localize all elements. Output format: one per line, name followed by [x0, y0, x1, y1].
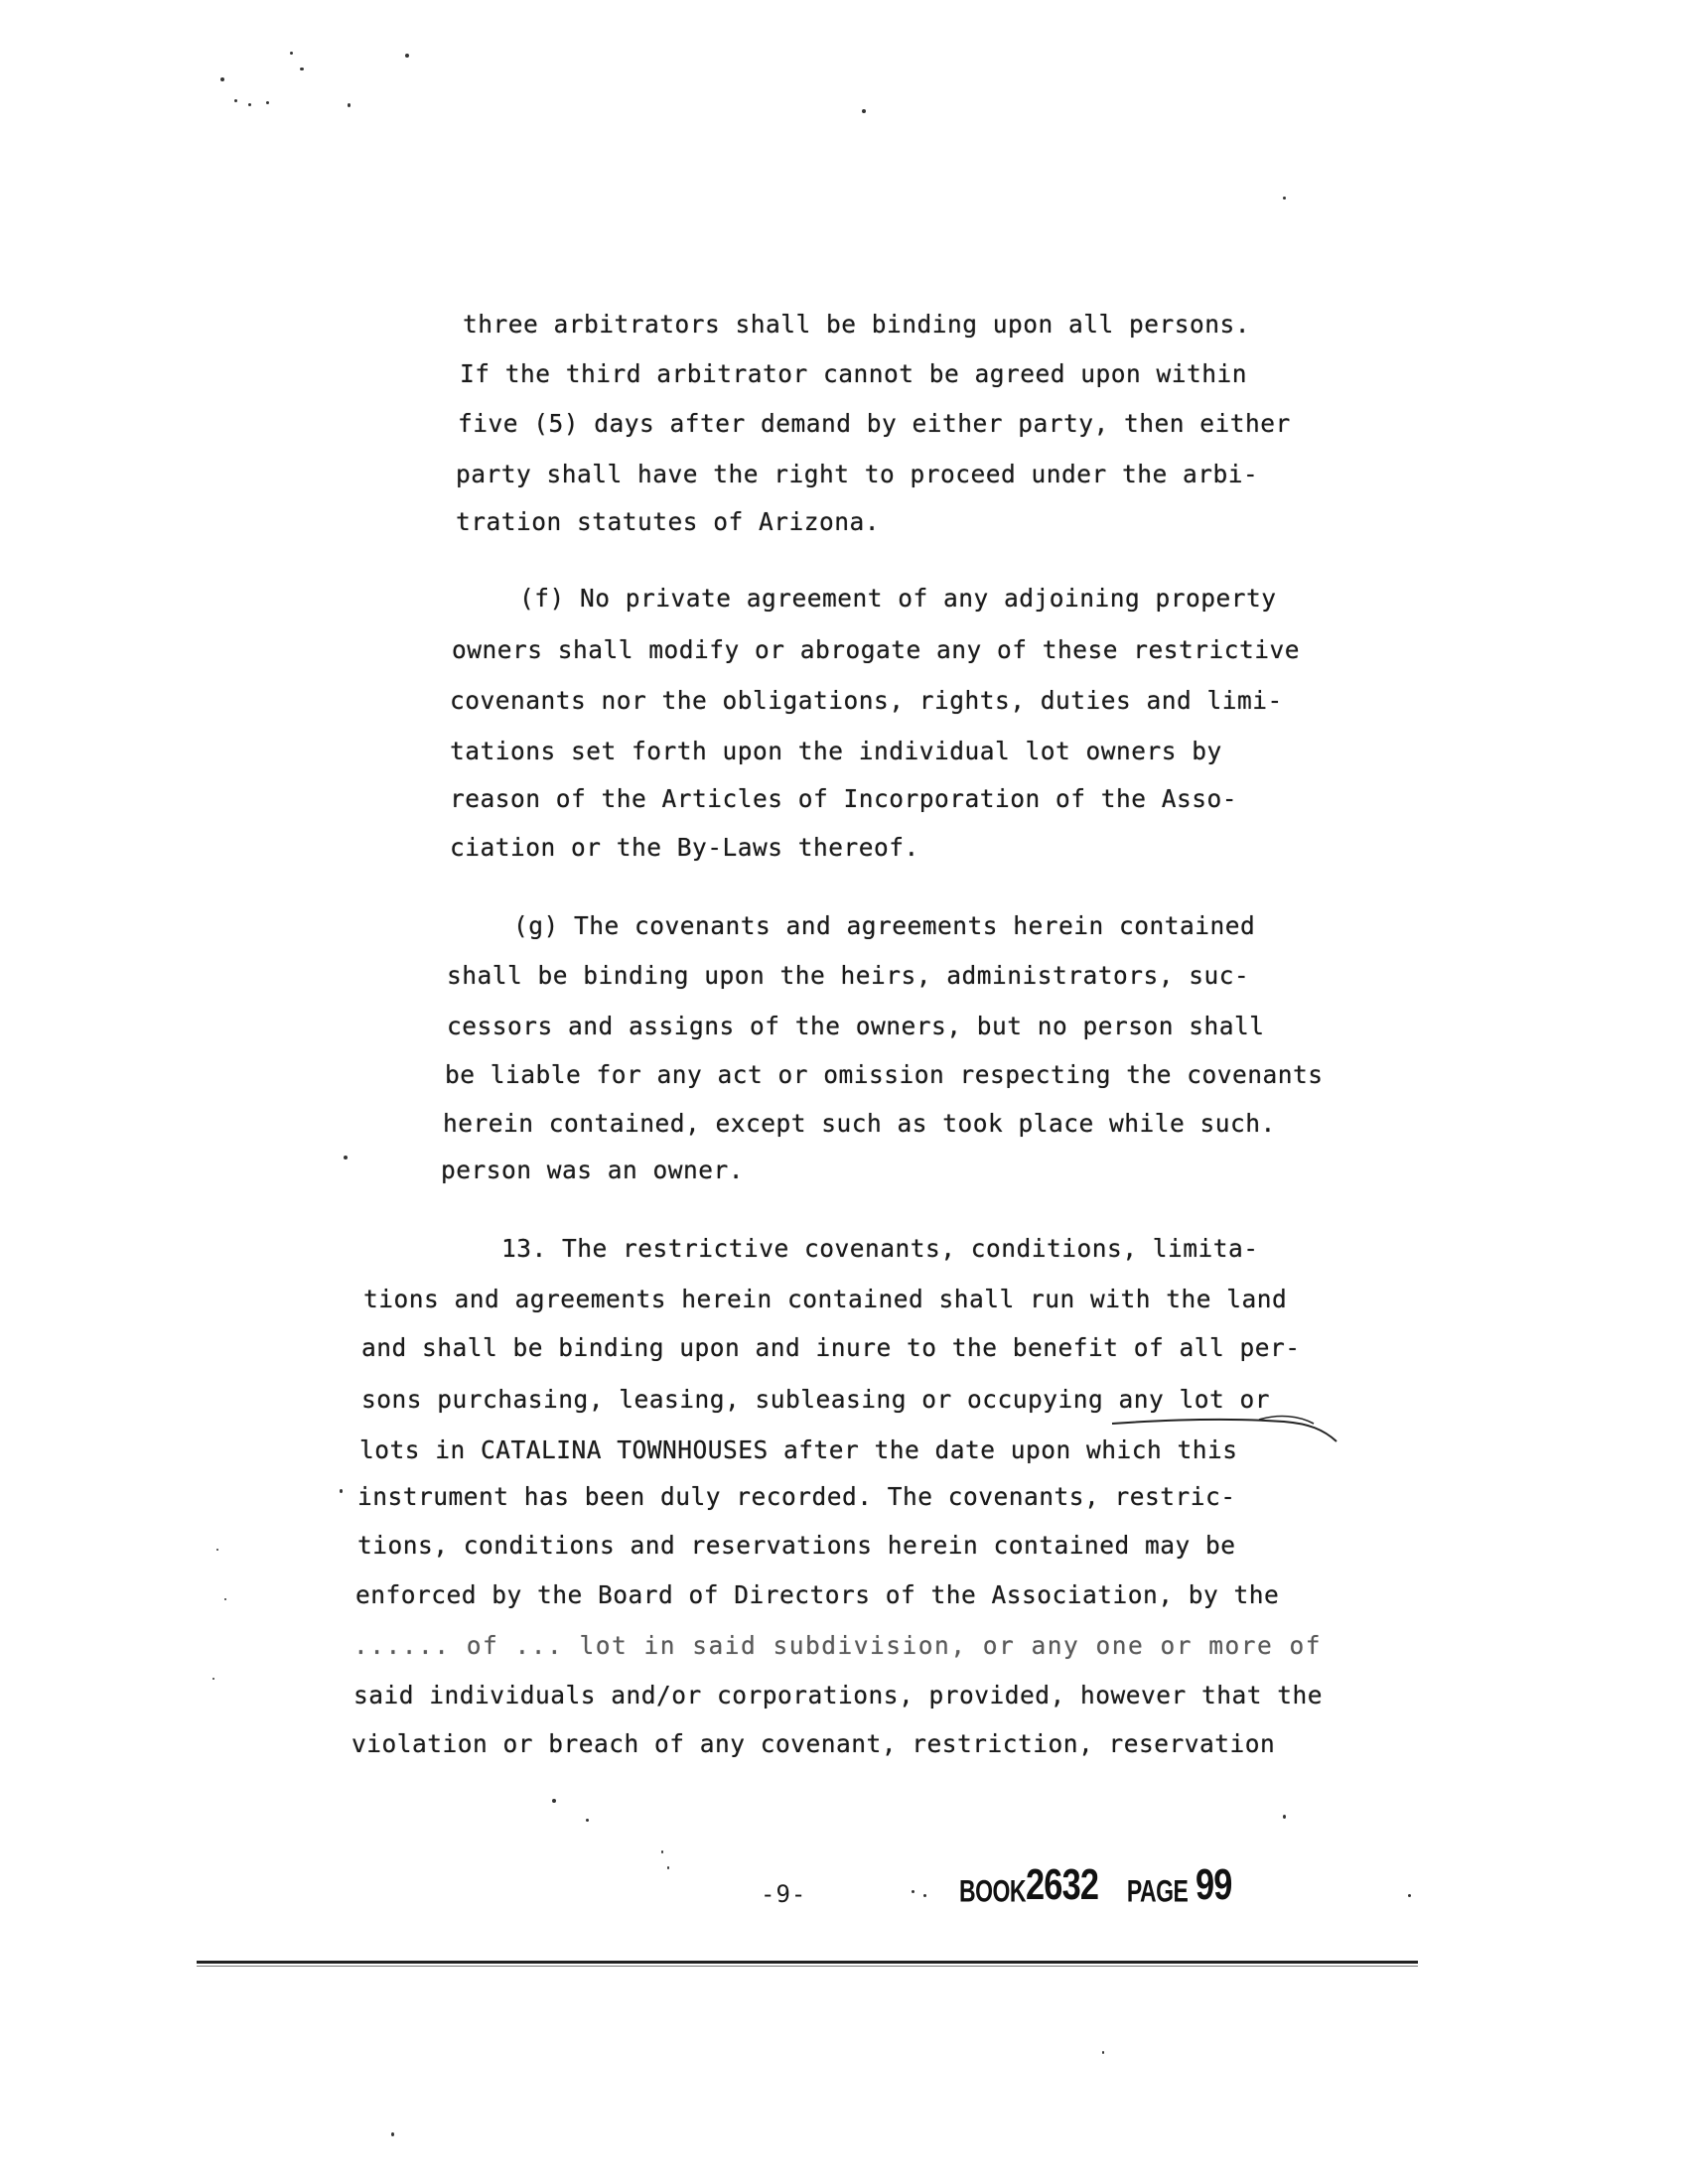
text-line: tations set forth upon the individual lot owners by [450, 737, 1222, 765]
text-line: (g) The covenants and agreements herein contained [513, 911, 1256, 940]
footer-rule-shadow [197, 1966, 1418, 1967]
text-line-faded: ...... of ... lot in said subdivision, or any one or more of [353, 1631, 1323, 1660]
text-line: sons purchasing, leasing, subleasing or occupying any lot or [361, 1385, 1271, 1414]
text-line: reason of the Articles of Incorporation of the Asso- [450, 784, 1238, 813]
book-page-stamp [959, 1860, 1242, 1910]
text-line: shall be binding upon the heirs, administrators, suc- [447, 961, 1250, 990]
text-line: (f) No private agreement of any adjoining property [519, 584, 1277, 613]
text-line: If the third arbitrator cannot be agreed upon within [460, 359, 1248, 388]
text-line: herein contained, except such as took place while such. [443, 1109, 1276, 1138]
text-line: covenants nor the obligations, rights, duties and limi- [450, 686, 1283, 715]
text-line: instrument has been duly recorded. The covenants, restric- [357, 1482, 1236, 1511]
text-line: and shall be binding upon and inure to the benefit of all per- [361, 1333, 1301, 1362]
text-line: tration statutes of Arizona. [456, 507, 881, 536]
text-line: cessors and assigns of the owners, but no person shall [447, 1012, 1265, 1040]
text-line: three arbitrators shall be binding upon all persons. [463, 310, 1251, 339]
book-label: BOOK [959, 1873, 1026, 1909]
text-line: 13. The restrictive covenants, conditions, limita- [501, 1234, 1259, 1263]
page-value: 99 [1196, 1860, 1232, 1909]
book-number: 2632 [1026, 1860, 1099, 1909]
text-line: person was an owner. [441, 1156, 745, 1184]
text-line: owners shall modify or abrogate any of these restrictive [452, 635, 1301, 664]
text-line: ciation or the By-Laws thereof. [450, 833, 919, 862]
text-line: party shall have the right to proceed under the arbi- [456, 460, 1259, 488]
text-line: tions, conditions and reservations herein contained may be [357, 1531, 1236, 1560]
pen-stroke-mark [1110, 1404, 1338, 1443]
text-line: five (5) days after demand by either party, then either [458, 409, 1291, 438]
text-line: be liable for any act or omission respecting the covenants [445, 1060, 1324, 1089]
page-number: -9- [761, 1880, 807, 1908]
text-line: violation or breach of any covenant, restriction, reservation [352, 1729, 1276, 1758]
page-label: PAGE [1126, 1873, 1189, 1909]
text-line: lots in CATALINA TOWNHOUSES after the date upon which this [359, 1435, 1238, 1464]
text-line: said individuals and/or corporations, provided, however that the [353, 1681, 1324, 1709]
footer-rule [197, 1961, 1418, 1964]
text-line: tions and agreements herein contained shall run with the land [363, 1285, 1288, 1313]
text-line: enforced by the Board of Directors of the Association, by the [355, 1580, 1280, 1609]
